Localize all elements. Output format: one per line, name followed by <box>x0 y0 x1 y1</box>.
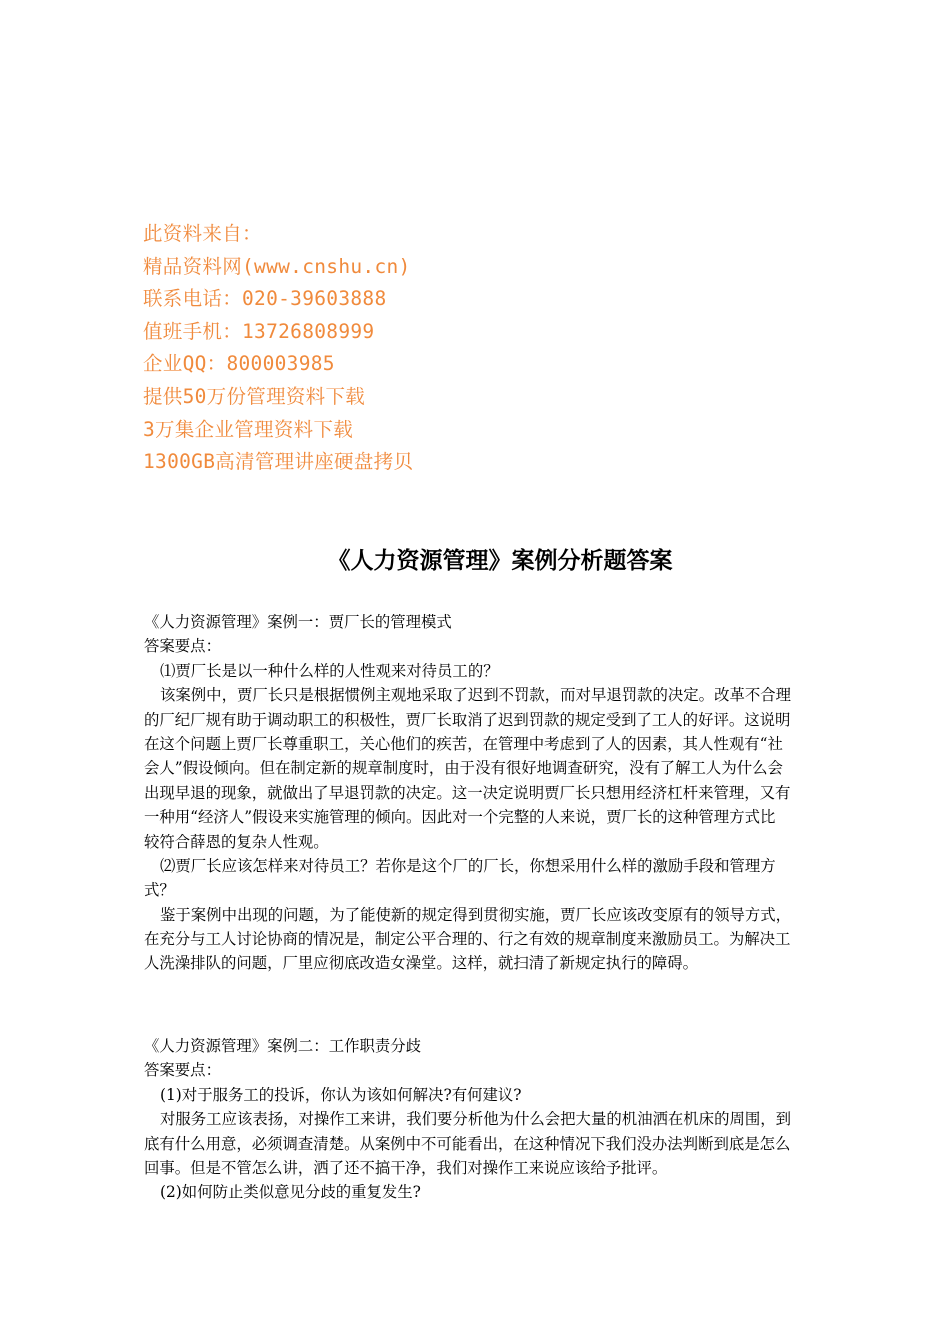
case2-heading: 《人力资源管理》案例二：工作职责分歧 <box>144 1037 422 1055</box>
promo-block <box>143 218 743 479</box>
document-title: 《人力资源管理》案例分析题答案 <box>327 547 673 574</box>
promo-phone-line: 联系电话：020-39603888 <box>143 287 387 311</box>
case2-answer-1-line: 底有什么用意，必须调查清楚。从案例中不可能看出，在这种情况下我们没办法判断到底是怎么 <box>144 1134 791 1153</box>
case1-answer-1-line: 较符合薛恩的复杂人性观。 <box>144 832 329 851</box>
case1-answer-1-line: 出现早退的现象，就做出了早退罚款的决定。这一决定说明贾厂长只想用经济杠杆来管理，又有 <box>144 783 791 802</box>
case1-answer-1-line: 一种用“经济人”假设来实施管理的倾向。因此对一个完整的人来说，贾厂长的这种管理方式比 <box>144 808 776 827</box>
case1-answer-1-line: 该案例中，贾厂长只是根据惯例主观地采取了迟到不罚款，而对早退罚款的决定。改革不合理 <box>160 686 792 705</box>
promo-offer-line-1: 提供50万份管理资料下载 <box>143 384 366 408</box>
case1-question-1: ⑴贾厂长是以一种什么样的人性观来对待员工的？ <box>160 661 499 680</box>
case1-answer-2-line: 在充分与工人讨论协商的情况是，制定公平合理的、行之有效的规章制度来激励员工。为解决工 <box>144 930 791 949</box>
case1-question-2-line: ⑵贾厂长应该怎样来对待员工？若你是这个厂的厂长，你想采用什么样的激励手段和管理方 <box>160 856 776 875</box>
case1-heading: 《人力资源管理》案例一：贾厂长的管理模式 <box>144 613 452 631</box>
case1-answer-label: 答案要点： <box>144 637 221 656</box>
promo-qq-line: 企业QQ：800003985 <box>143 352 335 376</box>
case1-section <box>144 610 850 976</box>
case2-question-1: (1)对于服务工的投诉，你认为该如何解决?有何建议? <box>160 1085 522 1104</box>
case2-section <box>144 1034 850 1205</box>
case2-answer-1-line: 回事。但是不管怎么讲，洒了还不搞干净，我们对操作工来说应该给予批评。 <box>144 1158 668 1177</box>
case1-answer-1-line: 在这个问题上贾厂长尊重职工，关心他们的疾苦，在管理中考虑到了人的因素，其人性观有“社 <box>144 734 783 753</box>
case2-answer-1-line: 对服务工应该表扬，对操作工来讲，我们要分析他为什么会把大量的机油洒在机床的周围，到 <box>160 1110 792 1129</box>
case1-question-2-line: 式？ <box>144 881 175 900</box>
case1-answer-2-line: 人洗澡排队的问题，厂里应彻底改造女澡堂。这样，就扫清了新规定执行的障碍。 <box>144 954 699 973</box>
case2-answer-label: 答案要点： <box>144 1061 221 1080</box>
promo-offer-line-3: 1300GB高清管理讲座硬盘拷贝 <box>143 450 414 474</box>
case1-answer-1-line: 的厂纪厂规有助于调动职工的积极性，贾厂长取消了迟到罚款的规定受到了工人的好评。这说明 <box>144 710 791 729</box>
promo-offer-line-2: 3万集企业管理资料下载 <box>143 417 354 441</box>
promo-mobile-line: 值班手机：13726808999 <box>143 319 375 343</box>
promo-source-line: 此资料来自： <box>143 222 262 245</box>
case2-question-2: (2)如何防止类似意见分歧的重复发生? <box>160 1183 421 1202</box>
promo-site-line: 精品资料网(www.cnshu.cn) <box>143 254 411 278</box>
case1-answer-2-line: 鉴于案例中出现的问题，为了能使新的规定得到贯彻实施，贾厂长应该改变原有的领导方式， <box>160 905 792 924</box>
case1-answer-1-line: 会人”假设倾向。但在制定新的规章制度时，由于没有很好地调查研究，没有了解工人为什么会 <box>144 759 783 778</box>
